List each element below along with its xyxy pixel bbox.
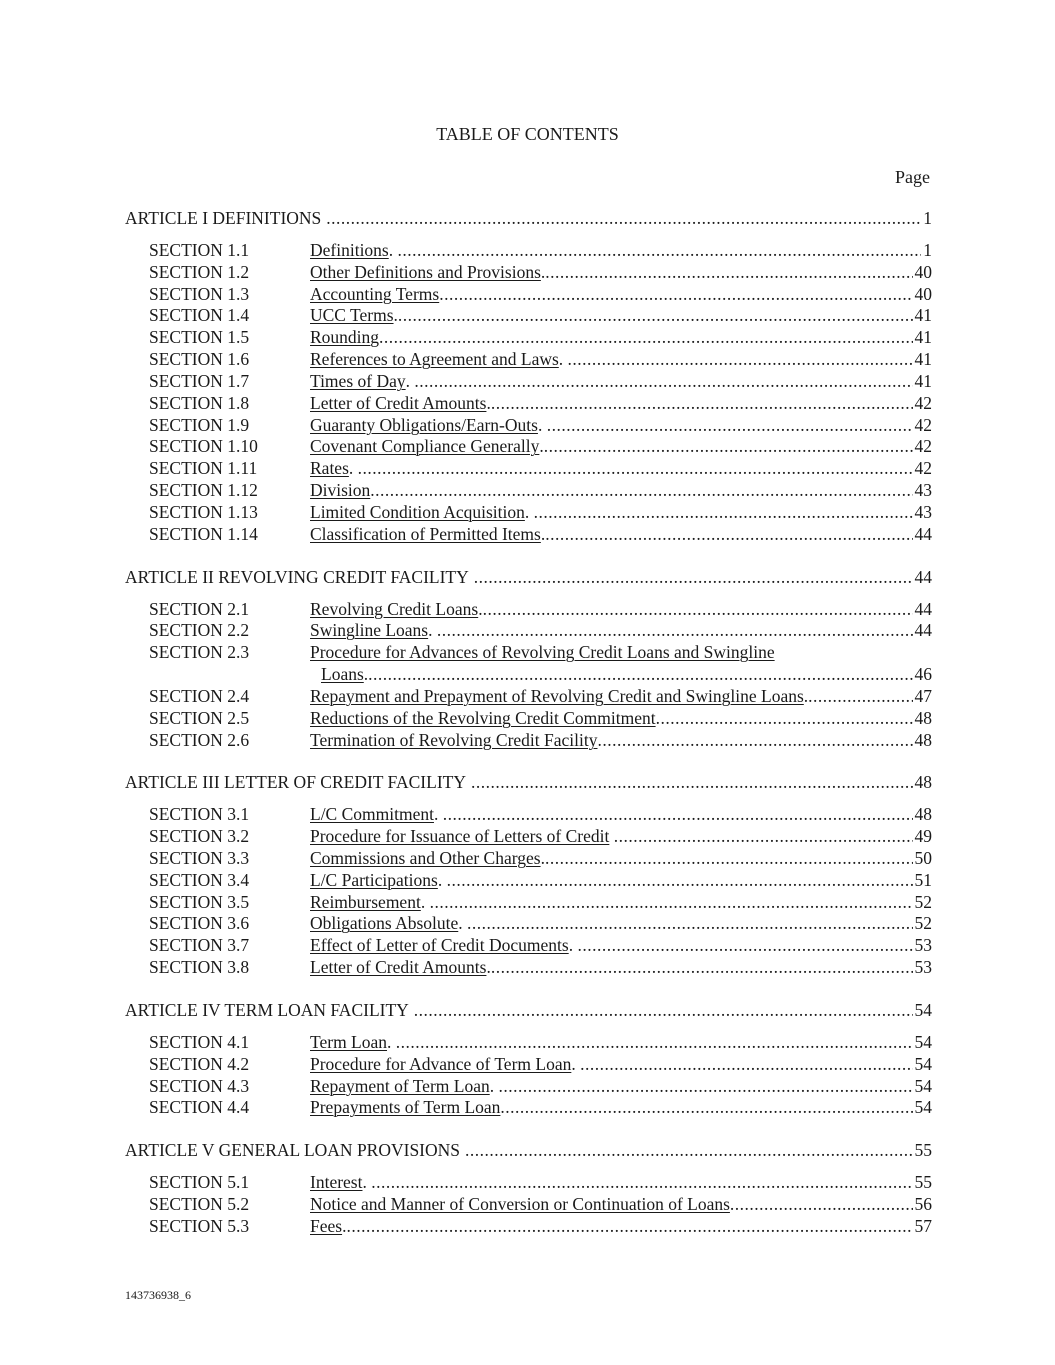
toc-section-row[interactable] — [125, 686, 932, 708]
toc-section-link[interactable]: Definitions — [310, 239, 389, 260]
toc-page-number: 43 — [914, 480, 932, 501]
toc-section-number: SECTION 1.7 — [149, 370, 250, 391]
toc-section-row-continued[interactable] — [125, 664, 932, 686]
toc-section-entry — [310, 1097, 932, 1119]
toc-section-entry — [321, 664, 932, 686]
toc-section-suffix: . — [393, 305, 398, 326]
toc-section-link[interactable]: Fees — [310, 1215, 343, 1236]
toc-dot-leader — [491, 957, 913, 979]
toc-section-row[interactable] — [125, 305, 932, 327]
toc-page-number: 54 — [914, 1053, 932, 1074]
toc-section-link[interactable]: Reimbursement — [310, 891, 421, 912]
toc-dot-leader — [437, 620, 913, 642]
toc-page-number: 1 — [923, 239, 932, 260]
toc-article-row[interactable] — [125, 1000, 932, 1022]
toc-dot-leader — [346, 1216, 912, 1238]
toc-page-number: 48 — [914, 707, 932, 728]
toc-section-suffix: . — [348, 458, 358, 479]
toc-page-number: 53 — [914, 957, 932, 978]
toc-page-number: 54 — [914, 1000, 932, 1020]
toc-section-entry — [310, 480, 932, 502]
toc-section-suffix: . — [437, 869, 447, 890]
toc-dot-leader — [467, 913, 912, 935]
toc-section-entry — [310, 436, 932, 458]
toc-section-entry — [310, 327, 932, 349]
toc-section-suffix: . — [571, 1053, 581, 1074]
toc-section-number: SECTION 1.14 — [149, 523, 258, 544]
toc-section-row[interactable] — [125, 730, 932, 752]
toc-section-link[interactable]: References to Agreement and Laws — [310, 349, 559, 370]
toc-section-entry — [310, 524, 932, 546]
toc-section-row[interactable] — [125, 1194, 932, 1216]
toc-section-suffix: . — [568, 935, 578, 956]
toc-section-number: SECTION 3.4 — [149, 869, 250, 890]
toc-dot-leader — [547, 415, 913, 437]
toc-dot-leader — [498, 1076, 912, 1098]
toc-page-number: 44 — [914, 598, 932, 619]
toc-section-entry — [310, 240, 932, 262]
toc-page-number: 54 — [914, 1075, 932, 1096]
toc-section-link[interactable]: Obligations Absolute — [310, 913, 459, 934]
toc-section-link[interactable]: L/C Commitment — [310, 804, 434, 825]
table-of-contents — [125, 208, 932, 1238]
toc-section-link[interactable]: Prepayments of Term Loan — [310, 1097, 501, 1118]
toc-section-number: SECTION 1.6 — [149, 349, 250, 370]
toc-section-entry — [310, 804, 932, 826]
toc-section-row[interactable] — [125, 349, 932, 371]
toc-section-row[interactable] — [125, 599, 932, 621]
toc-dot-leader — [469, 567, 913, 589]
toc-section-link[interactable]: Rounding — [310, 327, 380, 348]
toc-section-entry — [310, 599, 932, 621]
toc-article-title: ARTICLE I DEFINITIONS — [125, 208, 322, 228]
toc-section-entry — [310, 371, 932, 393]
toc-section-link[interactable]: Limited Condition Acquisition — [310, 501, 525, 522]
toc-dot-leader — [544, 436, 913, 458]
toc-dot-leader — [730, 1194, 913, 1216]
toc-dot-leader — [808, 686, 912, 708]
toc-section-row[interactable] — [125, 524, 932, 546]
toc-page-number: 55 — [914, 1140, 932, 1161]
toc-section-link[interactable]: Covenant Compliance Generally — [310, 436, 540, 457]
toc-page-number: 42 — [914, 458, 932, 479]
toc-page-number: 52 — [914, 913, 932, 934]
toc-section-suffix: . — [478, 598, 483, 619]
toc-section-suffix: . — [489, 1075, 499, 1096]
toc-article-entry — [125, 1140, 932, 1162]
toc-section-row[interactable] — [125, 1032, 932, 1054]
toc-section-number: SECTION 2.6 — [149, 729, 250, 750]
toc-section-entry — [310, 305, 932, 327]
toc-article-row[interactable] — [125, 1140, 932, 1162]
toc-section-row[interactable] — [125, 708, 932, 730]
toc-section-entry — [310, 458, 932, 480]
toc-section-row[interactable] — [125, 502, 932, 524]
toc-section-row[interactable] — [125, 262, 932, 284]
toc-section-number: SECTION 3.1 — [149, 804, 250, 825]
toc-section-suffix: . — [539, 436, 544, 457]
toc-dot-leader — [370, 480, 912, 502]
toc-section-suffix: . — [458, 913, 468, 934]
toc-section-number: SECTION 1.11 — [149, 458, 258, 479]
toc-article-title: ARTICLE V GENERAL LOAN PROVISIONS — [125, 1140, 461, 1161]
toc-dot-leader — [545, 262, 912, 284]
page-column-header: Page — [895, 167, 930, 187]
toc-page-number: 41 — [914, 370, 932, 391]
toc-section-number: SECTION 1.9 — [149, 414, 250, 435]
toc-page-number: 56 — [914, 1193, 932, 1214]
toc-section-number: SECTION 3.8 — [149, 957, 250, 978]
toc-dot-leader — [398, 240, 922, 262]
toc-section-link[interactable]: Procedure for Issuance of Letters of Credit — [310, 826, 610, 847]
toc-section-entry — [310, 502, 932, 524]
toc-page-number: 44 — [914, 566, 932, 587]
toc-dot-leader — [447, 870, 913, 892]
toc-section-row[interactable] — [125, 458, 932, 480]
toc-section-link[interactable]: Division — [310, 480, 371, 501]
toc-dot-leader — [430, 892, 913, 914]
toc-section-number: SECTION 5.2 — [149, 1193, 250, 1214]
toc-section-number: SECTION 3.3 — [149, 847, 250, 868]
toc-page-number: 47 — [914, 685, 932, 706]
toc-section-link[interactable]: UCC Terms — [310, 305, 394, 326]
toc-section-link[interactable]: Procedure for Advance of Term Loan — [310, 1053, 572, 1074]
toc-section-link[interactable]: Termination of Revolving Credit Facility — [310, 729, 598, 750]
toc-section-row[interactable] — [125, 1172, 932, 1194]
toc-section-row[interactable] — [125, 620, 932, 642]
toc-section-number: SECTION 1.4 — [149, 305, 250, 326]
toc-dot-leader — [656, 708, 913, 730]
toc-page-number: 55 — [914, 1172, 932, 1193]
toc-section-row[interactable] — [125, 957, 932, 979]
toc-section-suffix: . — [362, 1172, 372, 1193]
toc-section-link[interactable]: Effect of Letter of Credit Documents — [310, 935, 569, 956]
toc-section-row[interactable] — [125, 393, 932, 415]
toc-section-row[interactable] — [125, 1054, 932, 1076]
toc-section-entry — [310, 935, 932, 957]
toc-section-entry — [310, 730, 932, 752]
toc-section-suffix: . — [387, 1031, 396, 1052]
toc-section-entry — [310, 284, 932, 306]
toc-page-number: 48 — [914, 772, 932, 793]
toc-page-number: 43 — [914, 501, 932, 522]
toc-section-suffix: . — [428, 620, 437, 641]
toc-dot-leader — [358, 458, 913, 480]
toc-section-suffix: . — [803, 685, 809, 706]
toc-article-row[interactable] — [125, 567, 932, 589]
toc-section-suffix: . — [420, 891, 430, 912]
toc-dot-leader — [321, 208, 921, 230]
toc-section-number: SECTION 4.4 — [149, 1097, 250, 1118]
toc-section-entry — [310, 848, 932, 870]
toc-section-entry — [310, 892, 932, 914]
toc-section-row[interactable] — [125, 892, 932, 914]
toc-section-number: SECTION 5.3 — [149, 1215, 250, 1236]
toc-section-number: SECTION 2.5 — [149, 707, 250, 728]
toc-section-entry — [310, 913, 932, 935]
toc-page-number: 42 — [914, 392, 932, 413]
toc-section-link[interactable]: Classification of Permitted Items — [310, 523, 541, 544]
toc-section-link[interactable]: Reductions of the Revolving Credit Commitment — [310, 707, 656, 728]
toc-dot-leader — [614, 826, 913, 848]
toc-section-number: SECTION 1.10 — [149, 436, 258, 457]
toc-section-entry — [310, 957, 932, 979]
toc-section-number: SECTION 2.4 — [149, 685, 250, 706]
toc-page-number: 54 — [914, 1031, 932, 1052]
toc-dot-leader — [409, 1000, 913, 1022]
toc-page-number: 41 — [914, 349, 932, 370]
toc-section-link[interactable]: Revolving Credit Loans — [310, 598, 479, 619]
toc-section-suffix: . — [540, 523, 546, 544]
toc-section-suffix: . — [388, 239, 398, 260]
toc-section-suffix: . — [433, 804, 443, 825]
toc-section-number: SECTION 4.3 — [149, 1075, 250, 1096]
toc-section-link[interactable]: Repayment of Term Loan — [310, 1075, 490, 1096]
toc-article-entry — [125, 208, 932, 230]
toc-dot-leader — [545, 848, 913, 870]
toc-article-title: ARTICLE IV TERM LOAN FACILITY — [125, 1000, 409, 1020]
toc-section-number: SECTION 3.7 — [149, 935, 250, 956]
toc-section-link[interactable]: Times of Day — [310, 370, 406, 391]
toc-section-row[interactable] — [125, 371, 932, 393]
toc-page-number: 44 — [914, 620, 932, 641]
toc-section-suffix: . — [558, 349, 568, 370]
toc-page-number: 48 — [914, 804, 932, 825]
toc-dot-leader — [443, 804, 913, 826]
toc-page-number: 49 — [914, 826, 932, 847]
toc-section-number: SECTION 2.1 — [149, 598, 250, 619]
toc-section-suffix: . — [342, 1215, 347, 1236]
toc-section-row[interactable] — [125, 327, 932, 349]
toc-dot-leader — [577, 935, 912, 957]
toc-dot-leader — [483, 599, 913, 621]
toc-section-row[interactable] — [125, 415, 932, 437]
toc-section-row[interactable] — [125, 284, 932, 306]
toc-page-number: 54 — [914, 1097, 932, 1118]
toc-dot-leader — [414, 371, 912, 393]
toc-article-entry — [125, 1000, 932, 1022]
toc-dot-leader — [491, 393, 913, 415]
toc-section-number: SECTION 2.3 — [149, 642, 250, 663]
toc-page-number: 44 — [914, 523, 932, 544]
toc-section-entry — [310, 620, 932, 642]
toc-section-entry — [310, 708, 932, 730]
document-title: TABLE OF CONTENTS — [436, 124, 619, 144]
toc-section-row[interactable] — [125, 1216, 932, 1238]
toc-section-row[interactable] — [125, 240, 932, 262]
toc-section-link-continued[interactable]: Loans — [321, 664, 364, 685]
toc-section-entry — [310, 415, 932, 437]
toc-section-entry — [310, 393, 932, 415]
toc-dot-leader — [545, 524, 912, 546]
toc-article-title: ARTICLE II REVOLVING CREDIT FACILITY — [125, 566, 469, 587]
toc-section-link[interactable]: Guaranty Obligations/Earn-Outs — [310, 414, 538, 435]
toc-dot-leader — [597, 730, 912, 752]
toc-section-row[interactable] — [125, 870, 932, 892]
toc-page-number: 53 — [914, 935, 932, 956]
toc-section-row[interactable] — [125, 642, 932, 664]
toc-article-entry — [125, 772, 932, 794]
toc-page-number: 40 — [914, 283, 932, 304]
toc-dot-leader — [580, 1054, 912, 1076]
toc-page-number: 52 — [914, 891, 932, 912]
toc-dot-leader — [460, 1140, 912, 1162]
toc-dot-leader — [371, 1172, 912, 1194]
document-id-footer: 143736938_6 — [125, 1288, 191, 1302]
toc-section-number: SECTION 1.12 — [149, 480, 258, 501]
toc-section-link[interactable]: Interest — [310, 1172, 363, 1193]
toc-section-link[interactable]: Swingline Loans — [310, 620, 429, 641]
toc-page-number: 48 — [914, 729, 932, 750]
toc-section-entry — [310, 1054, 932, 1076]
toc-section-suffix: . — [405, 370, 415, 391]
toc-page-number: 50 — [914, 847, 932, 868]
toc-section-entry — [310, 262, 932, 284]
toc-page-number: 41 — [914, 327, 932, 348]
toc-section-entry — [310, 686, 932, 708]
toc-section-number: SECTION 1.13 — [149, 501, 258, 522]
toc-section-entry — [310, 349, 932, 371]
toc-section-number: SECTION 4.1 — [149, 1031, 250, 1052]
toc-section-link[interactable]: Procedure for Advances of Revolving Credit Loans and Swingline — [310, 642, 775, 663]
toc-dot-leader — [534, 502, 913, 524]
toc-section-number: SECTION 1.5 — [149, 327, 250, 348]
toc-page-number: 42 — [914, 436, 932, 457]
toc-article-row[interactable] — [125, 208, 932, 230]
toc-section-link[interactable]: Rates — [310, 458, 349, 479]
toc-section-link[interactable]: Letter of Credit Amounts — [310, 392, 487, 413]
toc-dot-leader — [568, 349, 913, 371]
toc-section-row[interactable] — [125, 1097, 932, 1119]
toc-section-number: SECTION 1.8 — [149, 392, 250, 413]
toc-section-row[interactable] — [125, 436, 932, 458]
toc-section-suffix: . — [486, 392, 491, 413]
toc-section-link[interactable]: Term Loan — [310, 1031, 388, 1052]
toc-section-number: SECTION 3.5 — [149, 891, 250, 912]
toc-section-number: SECTION 4.2 — [149, 1053, 250, 1074]
toc-section-entry — [310, 1032, 932, 1054]
toc-dot-leader — [398, 305, 913, 327]
toc-section-number: SECTION 3.6 — [149, 913, 250, 934]
toc-section-suffix: . — [524, 501, 534, 522]
toc-section-number: SECTION 1.3 — [149, 283, 250, 304]
toc-section-row[interactable] — [125, 1076, 932, 1098]
toc-page-number: 41 — [914, 305, 932, 326]
toc-section-row[interactable] — [125, 804, 932, 826]
toc-page-number: 46 — [914, 664, 932, 685]
toc-section-row[interactable] — [125, 848, 932, 870]
toc-dot-leader — [466, 772, 913, 794]
toc-section-number: SECTION 2.2 — [149, 620, 250, 641]
toc-section-link[interactable]: Accounting Terms — [310, 283, 440, 304]
toc-section-suffix: . — [486, 957, 491, 978]
toc-article-row[interactable] — [125, 772, 932, 794]
toc-dot-leader — [439, 284, 912, 306]
toc-dot-leader — [500, 1097, 912, 1119]
toc-section-row[interactable] — [125, 826, 932, 848]
toc-section-number: SECTION 3.2 — [149, 826, 250, 847]
toc-section-link[interactable]: Notice and Manner of Conversion or Continuation of Loans — [310, 1193, 730, 1214]
toc-page-number: 57 — [914, 1215, 932, 1236]
toc-section-number: SECTION 1.2 — [149, 261, 250, 282]
toc-section-suffix: . — [363, 664, 369, 685]
toc-section-number: SECTION 1.1 — [149, 239, 250, 260]
toc-section-row[interactable] — [125, 480, 932, 502]
toc-section-link[interactable]: Other Definitions and Provisions — [310, 261, 541, 282]
toc-page-number: 42 — [914, 414, 932, 435]
toc-section-row[interactable] — [125, 935, 932, 957]
toc-section-number: SECTION 5.1 — [149, 1172, 250, 1193]
toc-section-entry — [310, 1194, 932, 1216]
toc-page-number: 51 — [914, 869, 932, 890]
toc-section-entry — [310, 826, 932, 848]
toc-section-link[interactable]: Letter of Credit Amounts — [310, 957, 487, 978]
toc-section-entry — [310, 1076, 932, 1098]
toc-article-entry — [125, 567, 932, 589]
toc-section-entry — [310, 870, 932, 892]
toc-section-entry — [310, 1216, 932, 1238]
toc-dot-leader — [368, 664, 912, 686]
toc-dot-leader — [396, 1032, 913, 1054]
toc-section-entry — [310, 642, 932, 664]
toc-section-row[interactable] — [125, 913, 932, 935]
toc-article-title: ARTICLE III LETTER OF CREDIT FACILITY — [125, 772, 466, 793]
toc-dot-leader — [379, 327, 912, 349]
toc-section-suffix: . — [537, 414, 547, 435]
toc-page-number: 40 — [914, 261, 932, 282]
toc-section-link[interactable]: Repayment and Prepayment of Revolving Credit and Swingline Loans — [310, 685, 804, 706]
toc-section-suffix: . — [540, 261, 546, 282]
toc-section-link[interactable]: L/C Participations — [310, 869, 438, 890]
toc-page-number: 1 — [923, 208, 932, 228]
toc-section-suffix: . — [540, 847, 545, 868]
toc-section-link[interactable]: Commissions and Other Charges — [310, 847, 541, 868]
toc-section-entry — [310, 1172, 932, 1194]
